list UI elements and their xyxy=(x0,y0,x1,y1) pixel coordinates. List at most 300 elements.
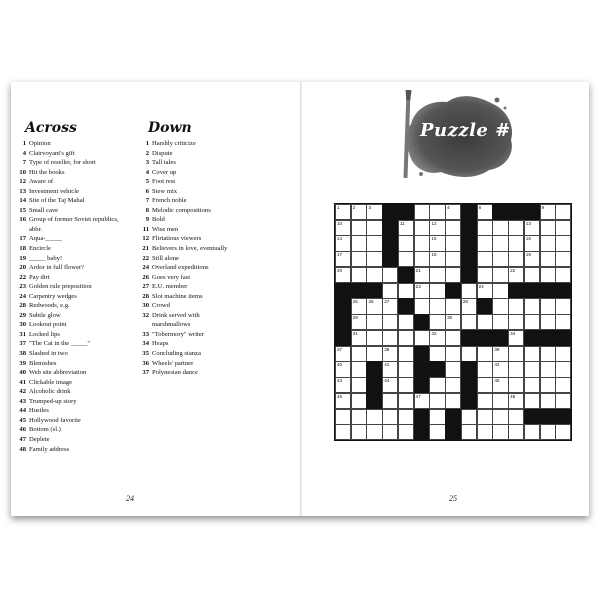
clue-text: Stew mix xyxy=(152,187,178,195)
clue-text: Locked lips xyxy=(29,330,60,338)
grid-cell[interactable] xyxy=(508,424,524,440)
down-clue xyxy=(138,206,227,216)
cell-number: 28 xyxy=(462,299,468,305)
grid-cell[interactable] xyxy=(429,377,445,393)
grid-cell[interactable] xyxy=(445,361,461,377)
grid-cell[interactable] xyxy=(445,267,461,283)
cell-number: 22 xyxy=(510,267,516,273)
grid-cell[interactable] xyxy=(335,220,351,236)
clue-text: Type of reseller, for short xyxy=(29,159,96,167)
grid-cell[interactable] xyxy=(555,235,571,251)
grid-cell[interactable] xyxy=(555,361,571,377)
down-clue-continuation: marshmallows xyxy=(152,321,191,329)
cell-number: 1 xyxy=(337,205,340,210)
clue-text: Pay dirt xyxy=(29,273,50,281)
cell-number: 20 xyxy=(337,267,343,273)
down-clue-list xyxy=(138,139,227,378)
grid-cell[interactable] xyxy=(335,204,351,220)
grid-cell[interactable] xyxy=(508,220,524,236)
black-square xyxy=(555,283,571,299)
grid-cell[interactable] xyxy=(477,267,493,283)
grid-cell[interactable] xyxy=(366,314,382,330)
black-square xyxy=(461,377,477,393)
across-clue xyxy=(15,425,119,435)
grid-cell[interactable] xyxy=(351,298,367,314)
grid-cell[interactable] xyxy=(414,267,430,283)
grid-cell[interactable] xyxy=(351,220,367,236)
grid-cell[interactable] xyxy=(366,220,382,236)
across-clue xyxy=(15,387,119,397)
grid-cell[interactable] xyxy=(382,409,398,425)
grid-cell[interactable] xyxy=(429,235,445,251)
grid-cell[interactable] xyxy=(477,361,493,377)
grid-cell[interactable] xyxy=(540,361,556,377)
grid-cell[interactable] xyxy=(508,314,524,330)
grid-cell[interactable] xyxy=(366,346,382,362)
grid-cell[interactable] xyxy=(508,251,524,267)
grid-cell[interactable] xyxy=(351,409,367,425)
black-square xyxy=(382,204,398,220)
clue-number: 22 xyxy=(19,273,26,281)
grid-cell[interactable] xyxy=(398,330,414,346)
grid-cell[interactable] xyxy=(492,393,508,409)
grid-cell[interactable] xyxy=(461,298,477,314)
cell-number: 39 xyxy=(494,346,500,352)
grid-cell[interactable] xyxy=(351,314,367,330)
clue-number: 40 xyxy=(19,369,26,377)
black-square xyxy=(524,409,540,425)
grid-cell[interactable] xyxy=(540,377,556,393)
down-clue xyxy=(138,244,227,254)
down-clue xyxy=(138,215,227,225)
cell-number: 47 xyxy=(415,393,421,399)
black-square xyxy=(477,298,493,314)
grid-cell[interactable] xyxy=(461,283,477,299)
grid-cell[interactable] xyxy=(398,220,414,236)
black-square xyxy=(555,409,571,425)
clue-number: 48 xyxy=(19,445,26,453)
clue-number: 3 xyxy=(145,159,149,167)
grid-cell[interactable] xyxy=(445,330,461,346)
grid-cell[interactable] xyxy=(414,283,430,299)
grid-cell[interactable] xyxy=(508,377,524,393)
grid-cell[interactable] xyxy=(555,377,571,393)
clue-number: 17 xyxy=(19,235,26,243)
grid-cell[interactable] xyxy=(382,283,398,299)
grid-cell[interactable] xyxy=(524,298,540,314)
clue-text: Subtle glow xyxy=(29,311,61,319)
clue-number: 41 xyxy=(19,378,26,386)
grid-cell[interactable] xyxy=(429,424,445,440)
grid-cell[interactable] xyxy=(335,377,351,393)
grid-cell[interactable] xyxy=(429,346,445,362)
across-heading: Across xyxy=(25,120,77,136)
cell-number: 42 xyxy=(494,362,500,368)
black-square xyxy=(335,283,351,299)
clue-text: Hustles xyxy=(29,407,49,415)
clue-number: 8 xyxy=(145,206,149,214)
grid-cell[interactable] xyxy=(351,330,367,346)
clue-text: Golden rule preposition xyxy=(29,283,92,291)
grid-cell[interactable] xyxy=(508,346,524,362)
grid-cell[interactable] xyxy=(366,424,382,440)
black-square xyxy=(445,409,461,425)
grid-cell[interactable] xyxy=(398,424,414,440)
grid-cell[interactable] xyxy=(366,298,382,314)
clue-number: 10 xyxy=(19,168,26,176)
grid-cell[interactable] xyxy=(555,220,571,236)
grid-cell[interactable] xyxy=(335,393,351,409)
clue-number: 42 xyxy=(19,388,26,396)
clue-number: 9 xyxy=(145,216,149,224)
cell-number: 3 xyxy=(368,205,372,210)
across-clue xyxy=(15,368,119,378)
clue-number: 21 xyxy=(142,245,149,253)
grid-cell[interactable] xyxy=(429,314,445,330)
down-clue xyxy=(138,196,227,206)
grid-cell[interactable] xyxy=(461,346,477,362)
grid-cell[interactable] xyxy=(382,393,398,409)
down-clue xyxy=(138,263,227,273)
grid-cell[interactable] xyxy=(477,346,493,362)
grid-cell[interactable] xyxy=(555,251,571,267)
grid-cell[interactable] xyxy=(492,424,508,440)
grid-cell[interactable] xyxy=(492,283,508,299)
grid-cell[interactable] xyxy=(524,235,540,251)
grid-cell[interactable] xyxy=(429,330,445,346)
grid-cell[interactable] xyxy=(524,424,540,440)
grid-cell[interactable] xyxy=(366,267,382,283)
down-clue xyxy=(138,225,227,235)
clue-text: Foot rest xyxy=(152,178,176,186)
grid-cell[interactable] xyxy=(540,251,556,267)
grid-cell[interactable] xyxy=(477,251,493,267)
across-clue xyxy=(15,330,119,340)
across-clue xyxy=(15,196,119,206)
grid-cell[interactable] xyxy=(524,314,540,330)
grid-cell[interactable] xyxy=(398,251,414,267)
grid-cell[interactable] xyxy=(429,298,445,314)
clue-number: 19 xyxy=(19,254,26,262)
grid-cell[interactable] xyxy=(540,346,556,362)
black-square xyxy=(492,330,508,346)
grid-cell[interactable] xyxy=(445,298,461,314)
cell-number: 4 xyxy=(447,205,450,210)
grid-cell[interactable] xyxy=(461,409,477,425)
grid-cell[interactable] xyxy=(414,220,430,236)
grid-cell[interactable] xyxy=(414,330,430,346)
down-clue xyxy=(138,273,227,283)
grid-cell[interactable] xyxy=(540,204,556,220)
grid-cell[interactable] xyxy=(398,283,414,299)
grid-cell[interactable] xyxy=(540,235,556,251)
clue-text: Overland expeditions xyxy=(152,264,209,272)
grid-cell[interactable] xyxy=(429,393,445,409)
grid-cell[interactable] xyxy=(508,330,524,346)
black-square xyxy=(461,330,477,346)
grid-cell[interactable] xyxy=(351,204,367,220)
grid-cell[interactable] xyxy=(366,235,382,251)
across-clue xyxy=(15,292,119,302)
cell-number: 19 xyxy=(525,252,531,258)
grid-cell[interactable] xyxy=(492,298,508,314)
cell-number: 25 xyxy=(352,299,358,305)
grid-cell[interactable] xyxy=(351,235,367,251)
grid-cell[interactable] xyxy=(414,235,430,251)
grid-cell[interactable] xyxy=(492,267,508,283)
grid-cell[interactable] xyxy=(335,235,351,251)
grid-cell[interactable] xyxy=(398,235,414,251)
cell-number: 48 xyxy=(510,393,516,399)
grid-cell[interactable] xyxy=(477,220,493,236)
cell-number: 40 xyxy=(337,362,343,368)
grid-cell[interactable] xyxy=(540,393,556,409)
grid-cell[interactable] xyxy=(445,235,461,251)
grid-cell[interactable] xyxy=(540,220,556,236)
down-clue xyxy=(138,254,227,264)
grid-cell[interactable] xyxy=(366,204,382,220)
clue-text: Web site abbreviation xyxy=(29,369,87,377)
grid-cell[interactable] xyxy=(524,346,540,362)
grid-cell[interactable] xyxy=(366,409,382,425)
black-square xyxy=(524,204,540,220)
cell-number: 14 xyxy=(337,236,343,242)
across-clue-continuation: abbr. xyxy=(29,225,43,233)
down-clue xyxy=(138,149,227,159)
across-clue xyxy=(15,206,119,216)
black-square xyxy=(414,377,430,393)
grid-cell[interactable] xyxy=(445,377,461,393)
clue-text: Lookout point xyxy=(29,321,67,329)
across-clue-list xyxy=(15,139,119,454)
clue-text: Aware of xyxy=(29,178,54,186)
grid-cell[interactable] xyxy=(555,298,571,314)
grid-cell[interactable] xyxy=(540,267,556,283)
grid-cell[interactable] xyxy=(398,393,414,409)
grid-cell[interactable] xyxy=(492,346,508,362)
clue-text: _____ baby! xyxy=(29,254,63,262)
clue-number: 44 xyxy=(19,407,26,415)
black-square xyxy=(540,283,556,299)
clue-number: 30 xyxy=(142,302,149,310)
grid-cell[interactable] xyxy=(540,298,556,314)
clue-number: 5 xyxy=(145,178,149,186)
grid-cell[interactable] xyxy=(335,267,351,283)
grid-cell[interactable] xyxy=(414,298,430,314)
clue-number: 20 xyxy=(19,264,26,272)
across-clue xyxy=(15,406,119,416)
grid-cell[interactable] xyxy=(398,346,414,362)
grid-cell[interactable] xyxy=(414,393,430,409)
black-square xyxy=(461,393,477,409)
grid-cell[interactable] xyxy=(508,409,524,425)
grid-cell[interactable] xyxy=(429,251,445,267)
grid-cell[interactable] xyxy=(508,267,524,283)
grid-cell[interactable] xyxy=(351,424,367,440)
grid-cell[interactable] xyxy=(398,314,414,330)
grid-cell[interactable] xyxy=(492,235,508,251)
across-clue xyxy=(15,282,119,292)
grid-cell[interactable] xyxy=(555,393,571,409)
grid-cell[interactable] xyxy=(382,314,398,330)
grid-cell[interactable] xyxy=(351,251,367,267)
grid-cell[interactable] xyxy=(351,393,367,409)
grid-cell[interactable] xyxy=(540,314,556,330)
grid-cell[interactable] xyxy=(398,361,414,377)
down-clue xyxy=(138,187,227,197)
cell-number: 10 xyxy=(337,220,343,226)
grid-cell[interactable] xyxy=(414,251,430,267)
grid-cell[interactable] xyxy=(492,377,508,393)
black-square xyxy=(335,298,351,314)
clue-text: Encircle xyxy=(29,245,51,253)
grid-cell[interactable] xyxy=(382,424,398,440)
grid-cell[interactable] xyxy=(351,377,367,393)
grid-cell[interactable] xyxy=(477,204,493,220)
clue-text: Crowd xyxy=(152,302,170,310)
clue-text: Alcoholic drink xyxy=(29,388,71,396)
grid-cell[interactable] xyxy=(445,393,461,409)
across-clue xyxy=(15,254,119,264)
cell-number: 34 xyxy=(510,330,516,336)
black-square xyxy=(524,283,540,299)
grid-cell[interactable] xyxy=(382,298,398,314)
grid-cell[interactable] xyxy=(445,314,461,330)
clue-number: 45 xyxy=(19,416,26,424)
down-clue xyxy=(138,368,227,378)
grid-cell[interactable] xyxy=(555,204,571,220)
grid-cell[interactable] xyxy=(524,267,540,283)
clue-number: 18 xyxy=(19,245,26,253)
black-square xyxy=(540,409,556,425)
black-square xyxy=(524,330,540,346)
grid-cell[interactable] xyxy=(445,251,461,267)
grid-cell[interactable] xyxy=(398,409,414,425)
clue-text: Goes very fast xyxy=(152,273,191,281)
clue-number: 24 xyxy=(142,264,149,272)
grid-cell[interactable] xyxy=(398,377,414,393)
grid-cell[interactable] xyxy=(335,251,351,267)
cell-number: 12 xyxy=(431,220,437,226)
grid-cell[interactable] xyxy=(429,409,445,425)
across-clue xyxy=(15,349,119,359)
grid-cell[interactable] xyxy=(366,251,382,267)
grid-cell[interactable] xyxy=(382,267,398,283)
clue-number: 7 xyxy=(22,159,26,167)
left-page-number: 24 xyxy=(126,494,134,503)
grid-cell[interactable] xyxy=(351,346,367,362)
puzzle-title: Puzzle #11 xyxy=(420,120,537,141)
down-clue xyxy=(138,282,227,292)
grid-cell[interactable] xyxy=(382,330,398,346)
grid-cell[interactable] xyxy=(445,220,461,236)
grid-cell[interactable] xyxy=(508,298,524,314)
cell-number: 32 xyxy=(431,330,437,336)
down-clue xyxy=(138,177,227,187)
grid-cell[interactable] xyxy=(429,283,445,299)
clue-number: 14 xyxy=(19,197,26,205)
grid-cell[interactable] xyxy=(351,361,367,377)
across-clue xyxy=(15,177,119,187)
clue-number: 11 xyxy=(142,225,149,233)
grid-cell[interactable] xyxy=(555,346,571,362)
grid-cell[interactable] xyxy=(508,235,524,251)
clue-number: 32 xyxy=(142,311,149,319)
grid-cell[interactable] xyxy=(429,267,445,283)
grid-cell[interactable] xyxy=(461,424,477,440)
grid-cell[interactable] xyxy=(540,424,556,440)
grid-cell[interactable] xyxy=(477,235,493,251)
clue-text: Trumped-up story xyxy=(29,397,77,405)
grid-cell[interactable] xyxy=(429,220,445,236)
clue-number: 4 xyxy=(22,149,26,157)
grid-cell[interactable] xyxy=(477,377,493,393)
grid-cell[interactable] xyxy=(492,314,508,330)
black-square xyxy=(555,330,571,346)
grid-cell[interactable] xyxy=(508,361,524,377)
grid-cell[interactable] xyxy=(461,314,477,330)
grid-cell[interactable] xyxy=(524,251,540,267)
grid-cell[interactable] xyxy=(477,409,493,425)
grid-cell[interactable] xyxy=(492,409,508,425)
clue-text: E.U. member xyxy=(152,283,188,291)
grid-cell[interactable] xyxy=(524,393,540,409)
grid-cell[interactable] xyxy=(477,393,493,409)
grid-cell[interactable] xyxy=(492,361,508,377)
grid-cell[interactable] xyxy=(335,346,351,362)
grid-cell[interactable] xyxy=(335,424,351,440)
grid-cell[interactable] xyxy=(382,377,398,393)
grid-cell[interactable] xyxy=(414,204,430,220)
grid-cell[interactable] xyxy=(524,361,540,377)
grid-cell[interactable] xyxy=(445,346,461,362)
clue-text: Redwoods, e.g. xyxy=(29,302,70,310)
grid-cell[interactable] xyxy=(382,361,398,377)
clue-number: 1 xyxy=(145,140,149,147)
clue-number: 15 xyxy=(19,206,26,214)
grid-cell[interactable] xyxy=(492,251,508,267)
grid-cell[interactable] xyxy=(429,204,445,220)
across-clue xyxy=(15,435,119,445)
grid-cell[interactable] xyxy=(366,330,382,346)
grid-cell[interactable] xyxy=(477,314,493,330)
grid-cell[interactable] xyxy=(555,267,571,283)
grid-cell[interactable] xyxy=(445,204,461,220)
grid-cell[interactable] xyxy=(524,377,540,393)
grid-cell[interactable] xyxy=(492,220,508,236)
black-square xyxy=(351,283,367,299)
clue-text: Wise men xyxy=(152,225,179,233)
clue-text: Wheels' partner xyxy=(152,359,194,367)
grid-cell[interactable] xyxy=(555,314,571,330)
clue-number: 26 xyxy=(142,273,149,281)
down-clue xyxy=(138,234,227,244)
grid-cell[interactable] xyxy=(335,409,351,425)
grid-cell[interactable] xyxy=(382,346,398,362)
grid-cell[interactable] xyxy=(555,424,571,440)
across-clue xyxy=(15,397,119,407)
cell-number: 44 xyxy=(384,378,390,384)
grid-cell[interactable] xyxy=(477,424,493,440)
grid-cell[interactable] xyxy=(524,220,540,236)
grid-cell[interactable] xyxy=(477,283,493,299)
grid-cell[interactable] xyxy=(508,393,524,409)
grid-cell[interactable] xyxy=(335,361,351,377)
grid-cell[interactable] xyxy=(351,267,367,283)
clue-text: Aqua-_____ xyxy=(29,235,62,243)
clue-number: 27 xyxy=(142,283,149,291)
clue-text: Believers in love, eventually xyxy=(152,245,228,253)
